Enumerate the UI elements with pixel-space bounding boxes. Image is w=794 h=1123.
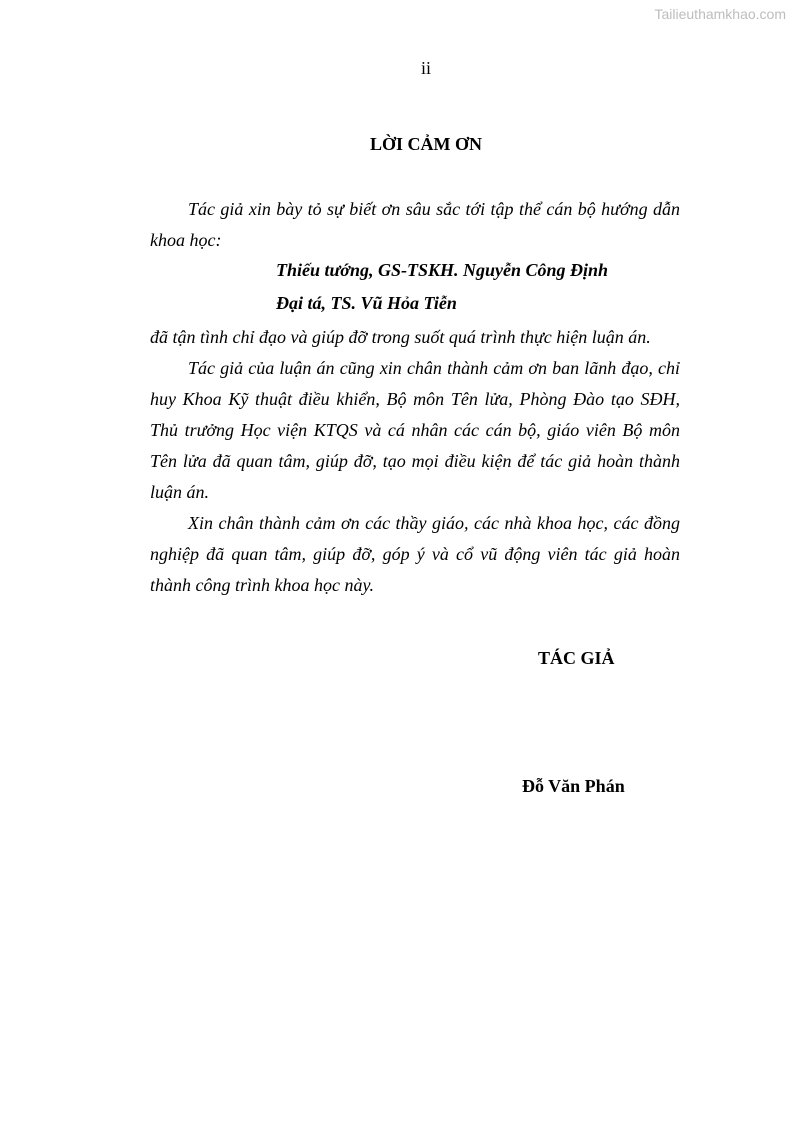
signature-title: TÁC GIẢ xyxy=(538,648,615,668)
advisor-1: Thiếu tướng, GS-TSKH. Nguyễn Công Định xyxy=(276,260,609,280)
watermark: Tailieuthamkhao.com xyxy=(654,6,786,22)
paragraph-1: Tác giả xin bày tỏ sự biết ơn sâu sắc tới tập thể cán bộ hướng dẫn khoa học: xyxy=(150,199,680,250)
page-title: LỜI CẢM ƠN xyxy=(370,134,482,154)
paragraph-3: Tác giả của luận án cũng xin chân thành cảm ơn ban lãnh đạo, chỉ huy Khoa Kỹ thuật điều khiển, Bộ môn Tên lửa, Phòng Đào tạo SĐH, Thủ trưởng Học viện KTQS và cá nhân các cán bộ, giáo viên Bộ môn Tên lửa đã quan tâm, giúp đỡ, tạo mọi điều kiện để tác giả hoàn thành luận án. xyxy=(150,358,680,502)
acknowledgement-intro xyxy=(150,194,680,256)
acknowledgement-body xyxy=(150,322,680,601)
signature-name: Đỗ Văn Phán xyxy=(522,776,625,796)
paragraph-4: Xin chân thành cảm ơn các thầy giáo, các nhà khoa học, các đồng nghiệp đã quan tâm, giúp đỡ, góp ý và cổ vũ động viên tác giả hoàn thành công trình khoa học này. xyxy=(150,513,680,595)
paragraph-2: đã tận tình chỉ đạo và giúp đỡ trong suốt quá trình thực hiện luận án. xyxy=(150,327,651,347)
page-number: ii xyxy=(420,58,431,78)
advisor-2: Đại tá, TS. Vũ Hỏa Tiễn xyxy=(276,293,457,313)
